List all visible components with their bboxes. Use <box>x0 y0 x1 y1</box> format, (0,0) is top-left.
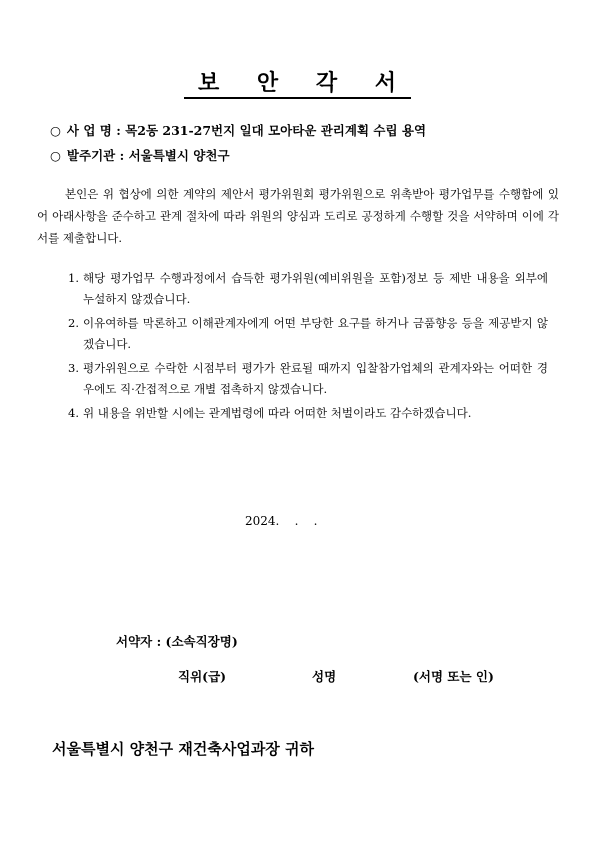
date-line: 2024. . . <box>245 514 318 528</box>
list-item-number: 2. <box>68 316 79 330</box>
project-name-label: 사 업 명 : <box>66 123 121 138</box>
signature-field: (서명 또는 인) <box>413 669 494 684</box>
list-item <box>68 268 548 310</box>
pledge-list <box>68 268 548 427</box>
list-item-text: 해당 평가업무 수행과정에서 습득한 평가위원(예비위원을 포함)정보 등 제반 내용을 외부에 누설하지 않겠습니다. <box>83 271 548 306</box>
list-item <box>68 358 548 400</box>
document-title: 보 안 각 서 <box>0 66 595 97</box>
circle-bullet-icon: ○ <box>50 123 61 138</box>
client-label: 발주기관 : <box>66 148 125 163</box>
list-item-text: 평가위원으로 수락한 시점부터 평가가 완료될 때까지 입찰참가업체의 관계자와는 어떠한 경우에도 직·간접적으로 개별 접촉하지 않겠습니다. <box>83 361 548 396</box>
list-item-text: 이유여하를 막론하고 이해관계자에게 어떤 부당한 요구를 하거나 금품향응 등을 제공받지 않겠습니다. <box>83 316 548 351</box>
client-line <box>50 146 230 164</box>
list-item <box>68 313 548 355</box>
list-item-number: 4. <box>68 406 79 420</box>
addressee: 서울특별시 양천구 재건축사업과장 귀하 <box>52 740 314 758</box>
position-field: 직위(급) <box>178 669 227 684</box>
list-item-text: 위 내용을 위반할 시에는 관계법령에 따라 어떠한 처벌이라도 감수하겠습니다. <box>83 406 472 420</box>
list-item-number: 3. <box>68 361 79 375</box>
circle-bullet-icon: ○ <box>50 148 61 163</box>
name-field: 성명 <box>312 669 337 684</box>
project-name-value: 목2동 231-27번지 일대 모아타운 관리계획 수립 용역 <box>125 123 427 138</box>
project-name-line <box>50 121 426 139</box>
client-value: 서울특별시 양천구 <box>128 148 230 163</box>
intro-paragraph: 본인은 위 협상에 의한 계약의 제안서 평가위원회 평가위원으로 위촉받아 평가업무를 수행함에 있어 아래사항을 준수하고 관계 절차에 따라 위원의 양심과 도리로 공정하게 수행할 것을 서약하며 이에 각서를 제출합니다. <box>37 187 559 245</box>
signer-line: 서약자 : (소속직장명) <box>116 634 238 649</box>
list-item-number: 1. <box>68 271 79 285</box>
list-item <box>68 403 548 424</box>
